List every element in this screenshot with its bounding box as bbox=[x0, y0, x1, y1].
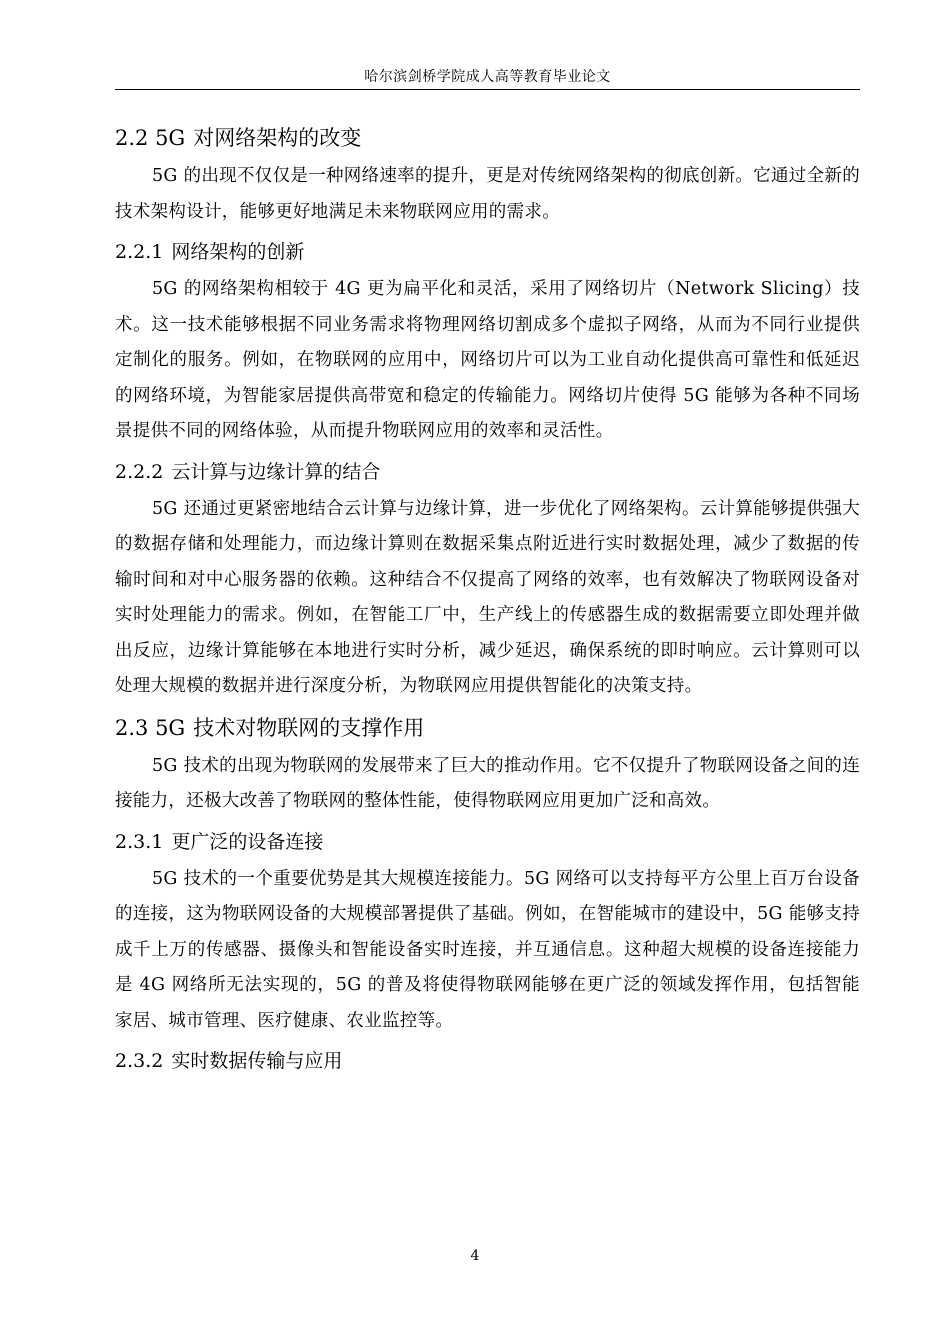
section-heading-2-2-2 bbox=[115, 458, 860, 486]
page-content bbox=[115, 123, 860, 1081]
section-title: 对网络架构的改变 bbox=[193, 126, 362, 150]
section-heading-2-3-1 bbox=[115, 828, 860, 856]
body-paragraph: 5G 的网络架构相较于 4G 更为扁平化和灵活，采用了网络切片（Network Slicing）技术。这一技术能够根据不同业务需求将物理网络切割成多个虚拟子网络，从而为不同行业提供定制化的服务。例如，在物联网的应用中，网络切片可以为工业自动化提供高可靠性和低延迟的网络环境，为智能家居提供高带宽和稳定的传输能力。网络切片使得 5G 能够为各种不同场景提供不同的网络体验，从而提升物联网应用的效率和灵活性。 bbox=[115, 279, 860, 441]
section-heading-2-2-1 bbox=[115, 238, 860, 266]
body-paragraph: 5G 技术的出现为物联网的发展带来了巨大的推动作用。它不仅提升了物联网设备之间的连接能力，还极大改善了物联网的整体性能，使得物联网应用更加广泛和高效。 bbox=[115, 755, 860, 811]
body-paragraph: 5G 还通过更紧密地结合云计算与边缘计算，进一步优化了网络架构。云计算能够提供强大的数据存储和处理能力，而边缘计算则在数据采集点附近进行实时数据处理，减少了数据的传输时间和对中心服务器的依赖。这种结合不仅提高了网络的效率，也有效解决了物联网设备对实时处理能力的需求。例如，在智能工厂中，生产线上的传感器生成的数据需要立即处理并做出反应，边缘计算能够在本地进行实时分析，减少延迟，确保系统的即时响应。云计算则可以处理大规模的数据并进行深度分析，为物联网应用提供智能化的决策支持。 bbox=[115, 498, 860, 696]
body-paragraph: 5G 技术的一个重要优势是其大规模连接能力。5G 网络可以支持每平方公里上百万台设备的连接，这为物联网设备的大规模部署提供了基础。例如，在智能城市的建设中，5G 能够支持成千上万的传感器、摄像头和智能设备实时连接，并互通信息。这种超大规模的设备连接能力是 4G 网络所无法实现的，5G 的普及将使得物联网能够在更广泛的领域发挥作用，包括智能家居、城市管理、医疗健康、农业监控等。 bbox=[115, 868, 860, 1031]
running-header: 哈尔滨剑桥学院成人高等教育毕业论文 bbox=[364, 69, 611, 85]
section-number: 2.2 5G bbox=[115, 126, 186, 150]
section-number: 2.3.2 bbox=[115, 1050, 164, 1072]
section-title: 云计算与边缘计算的结合 bbox=[171, 460, 381, 483]
page-number: 4 bbox=[470, 1248, 480, 1264]
section-number: 2.2.2 bbox=[115, 460, 164, 483]
section-heading-2-3-2 bbox=[115, 1047, 860, 1075]
section-title: 网络架构的创新 bbox=[171, 241, 305, 263]
section-title: 更广泛的设备连接 bbox=[171, 830, 324, 853]
section-title: 技术对物联网的支撑作用 bbox=[193, 715, 425, 740]
section-heading-2-3 bbox=[115, 713, 860, 743]
body-paragraph: 5G 的出现不仅仅是一种网络速率的提升，更是对传统网络架构的彻底创新。它通过全新的技术架构设计，能够更好地满足未来物联网应用的需求。 bbox=[115, 166, 860, 222]
header-rule bbox=[115, 89, 860, 90]
section-heading-2-2 bbox=[115, 123, 860, 153]
section-title: 实时数据传输与应用 bbox=[171, 1050, 343, 1072]
section-number: 2.3.1 bbox=[115, 830, 164, 853]
section-number: 2.3 5G bbox=[115, 715, 186, 740]
section-number: 2.2.1 bbox=[115, 241, 164, 263]
